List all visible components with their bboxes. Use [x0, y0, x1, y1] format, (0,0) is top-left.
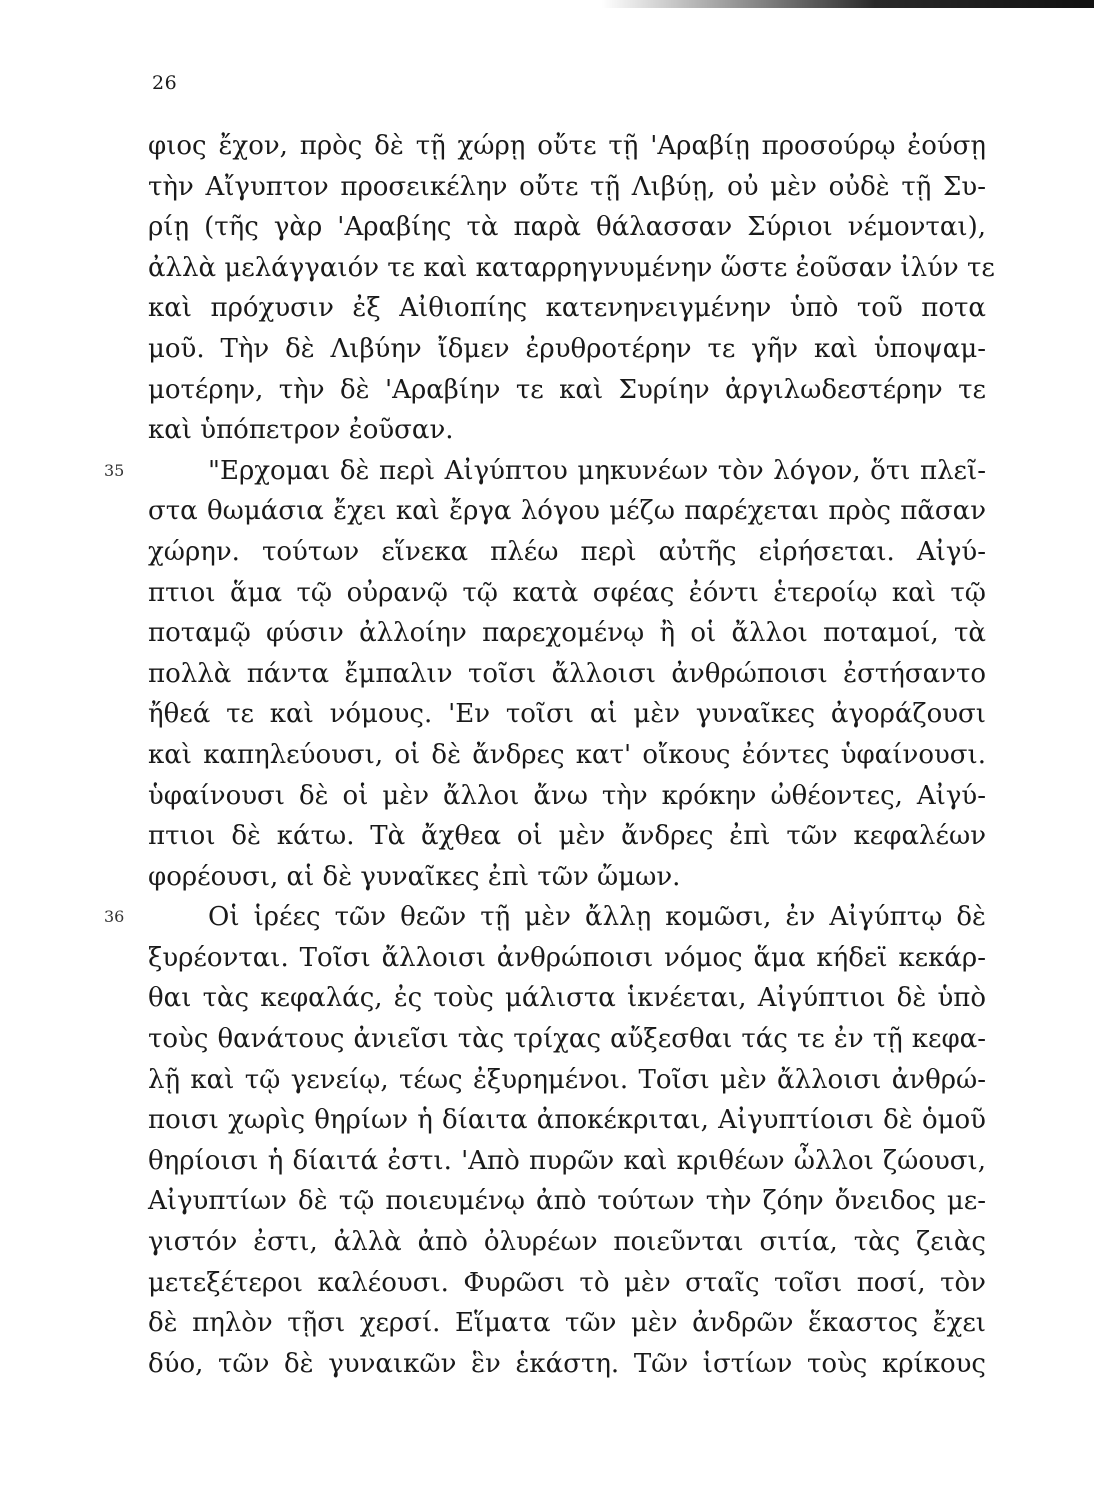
text-line: ρίῃ (τῆς γὰρ 'Αραβίης τὰ παρὰ θάλασσαν Σύριοι νέμονται),	[148, 212, 986, 243]
text-line: πτιοι δὲ κάτω. Τὰ ἄχθεα οἱ μὲν ἄνδρες ἐπὶ τῶν κεφαλέων	[148, 821, 986, 852]
text-line: θηρίοισι ἡ δίαιτά ἐστι. 'Απὸ πυρῶν καὶ κριθέων ὦλλοι ζώουσι,	[148, 1145, 986, 1176]
section-number-35: 35	[104, 460, 125, 480]
text-line: δύο, τῶν δὲ γυναικῶν ἓν ἑκάστη. Τῶν ἱστίων τοὺς κρίκους	[148, 1348, 986, 1379]
text-line: δὲ πηλὸν τῇσι χερσί. Εἵματα τῶν μὲν ἀνδρῶν ἕκαστος ἔχει	[148, 1308, 986, 1339]
text-line: καὶ καπηλεύουσι, οἱ δὲ ἄνδρες κατ' οἴκους ἐόντες ὑφαίνουσι.	[148, 739, 986, 770]
text-line: Οἱ ἱρέες τῶν θεῶν τῇ μὲν ἄλλῃ κομῶσι, ἐν Αἰγύπτῳ δὲ	[208, 902, 986, 933]
text-line: τὴν Αἴγυπτον προσεικέλην οὔτε τῇ Λιβύῃ, οὐ μὲν οὐδὲ τῇ Συ-	[148, 171, 986, 202]
text-line: φορέουσι, αἱ δὲ γυναῖκες ἐπὶ τῶν ὤμων.	[148, 861, 681, 892]
section-36-line	[104, 897, 986, 938]
text-line: λῇ καὶ τῷ γενείῳ, τέως ἐξυρημένοι. Τοῖσι μὲν ἄλλοισι ἀνθρώ-	[148, 1064, 986, 1095]
text-line: μοτέρην, τὴν δὲ 'Αραβίην τε καὶ Συρίην ἀργιλωδεστέρην τε	[148, 374, 986, 405]
text-line: θαι τὰς κεφαλάς, ἐς τοὺς μάλιστα ἱκνέεται, Αἰγύπτιοι δὲ ὑπὸ	[148, 983, 986, 1014]
text-line: μοῦ. Τὴν δὲ Λιβύην ἴδμεν ἐρυθροτέρην τε γῆν καὶ ὑποψαμ-	[148, 333, 986, 364]
text-line: καὶ ὑπόπετρον ἐοῦσαν.	[148, 415, 454, 446]
text-line: γιστόν ἐστι, ἀλλὰ ἀπὸ ὀλυρέων ποιεῦνται σιτία, τὰς ζειὰς	[148, 1227, 986, 1258]
text-line: μετεξέτεροι καλέουσι. Φυρῶσι τὸ μὲν σταῖς τοῖσι ποσί, τὸν	[148, 1267, 986, 1298]
text-line: στα θωμάσια ἔχει καὶ ἔργα λόγου μέζω παρέχεται πρὸς πᾶσαν	[148, 496, 986, 527]
text-line: φιος ἔχον, πρὸς δὲ τῇ χώρῃ οὔτε τῇ 'Αραβίῃ προσούρῳ ἐούσῃ	[148, 131, 986, 161]
text-line: "Ερχομαι δὲ περὶ Αἰγύπτου μηκυνέων τὸν λόγον, ὅτι πλεῖ-	[208, 455, 986, 486]
text-line: χώρην. τούτων εἵνεκα πλέω περὶ αὐτῆς εἰρήσεται. Αἰγύ-	[148, 536, 986, 567]
text-line: ἤθεά τε καὶ νόμους. 'Εν τοῖσι αἱ μὲν γυναῖκες ἀγοράζουσι	[148, 699, 986, 730]
text-line: πολλὰ πάντα ἔμπαλιν τοῖσι ἄλλοισι ἀνθρώποισι ἐστήσαντο	[148, 658, 986, 689]
text-line: καὶ πρόχυσιν ἐξ Αἰθιοπίης κατενηνειγμένην ὑπὸ τοῦ ποτα	[148, 293, 986, 324]
text-line: Αἰγυπτίων δὲ τῷ ποιευμένῳ ἀπὸ τούτων τὴν ζόην ὄνειδος με-	[148, 1186, 986, 1217]
page-number: 26	[152, 72, 178, 94]
text-line: τοὺς θανάτους ἀνιεῖσι τὰς τρίχας αὔξεσθαι τάς τε ἐν τῇ κεφα-	[148, 1024, 986, 1055]
body-text	[104, 126, 995, 1384]
text-line: ὑφαίνουσι δὲ οἱ μὲν ἄλλοι ἄνω τὴν κρόκην ὠθέοντες, Αἰγύ-	[148, 780, 986, 811]
text-line: ποισι χωρὶς θηρίων ἡ δίαιτα ἀποκέκριται, Αἰγυπτίοισι δὲ ὁμοῦ	[148, 1105, 986, 1136]
section-number-36: 36	[104, 907, 125, 927]
text-line: ποταμῷ φύσιν ἀλλοίην παρεχομένῳ ἢ οἱ ἄλλοι ποταμοί, τὰ	[148, 618, 986, 649]
scan-top-edge	[0, 0, 1094, 8]
text-line: ξυρέονται. Τοῖσι ἄλλοισι ἀνθρώποισι νόμος ἅμα κήδεϊ κεκάρ-	[148, 942, 986, 973]
section-35-line	[104, 451, 986, 492]
text-line: ἀλλὰ μελάγγαιόν τε καὶ καταρρηγνυμένην ὥστε ἐοῦσαν ἰλύν τε	[148, 252, 995, 283]
text-line: πτιοι ἅμα τῷ οὐρανῷ τῷ κατὰ σφέας ἐόντι ἑτεροίῳ καὶ τῷ	[148, 577, 986, 608]
